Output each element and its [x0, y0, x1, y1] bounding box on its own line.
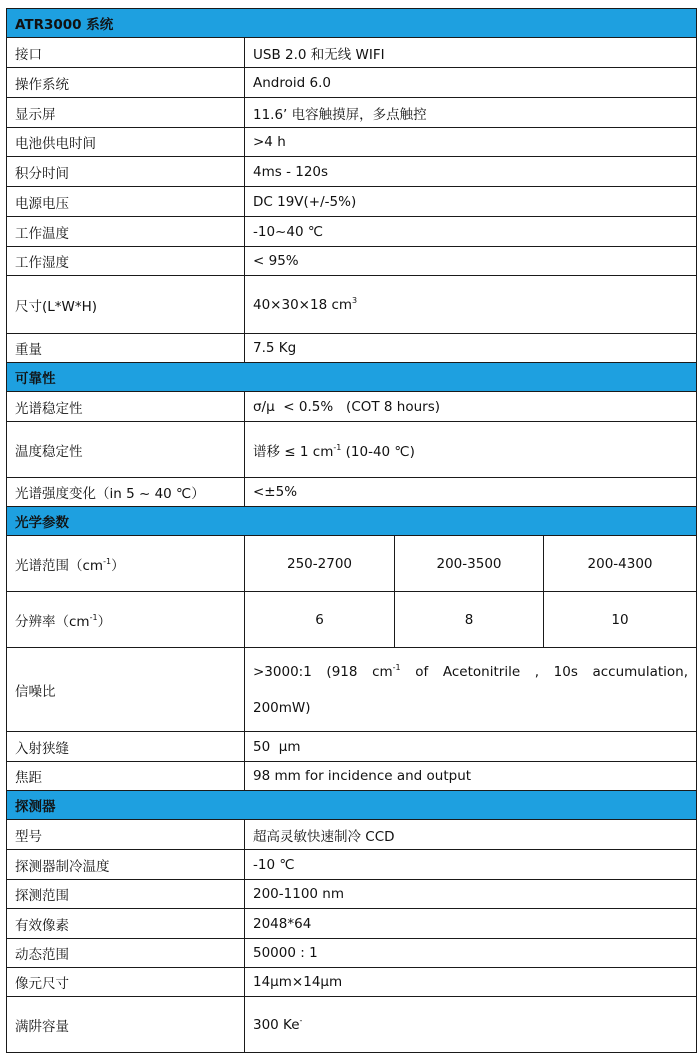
table-row [7, 939, 697, 968]
table-row [7, 187, 697, 217]
row-value: <±5% [245, 478, 697, 507]
row-label: 有效像素 [7, 909, 245, 939]
row-value: 11.6’ 电容触摸屏，多点触控 [245, 98, 697, 128]
row-label: 电池供电时间 [7, 128, 245, 157]
row-label: 工作温度 [7, 217, 245, 247]
row-value: USB 2.0 和无线 WIFI [245, 38, 697, 68]
row-label: 满阱容量 [7, 997, 245, 1053]
value-text: (10-40 ℃) [341, 443, 415, 460]
row-value: < 95% [245, 247, 697, 276]
table-row [7, 997, 697, 1053]
row-label: 显示屏 [7, 98, 245, 128]
row-label [7, 536, 245, 592]
row-value [245, 422, 697, 478]
row-label: 动态范围 [7, 939, 245, 968]
row-label: 积分时间 [7, 157, 245, 187]
row-value: 超高灵敏快速制冷 CCD [245, 820, 697, 850]
row-label: 信噪比 [7, 648, 245, 732]
row-value: 14μm×14μm [245, 968, 697, 997]
superscript: -1 [89, 612, 98, 622]
table-row [7, 392, 697, 422]
table-row [7, 592, 697, 648]
table-row [7, 38, 697, 68]
table-row [7, 422, 697, 478]
row-label: 操作系统 [7, 68, 245, 98]
table-row [7, 850, 697, 880]
spec-table [6, 8, 697, 1053]
row-value: 98 mm for incidence and output [245, 762, 697, 791]
row-value: 200-1100 nm [245, 880, 697, 909]
row-label: 像元尺寸 [7, 968, 245, 997]
row-label: 光谱强度变化（in 5 ~ 40 ℃） [7, 478, 245, 507]
row-value: 50 μm [245, 732, 697, 762]
row-label [7, 592, 245, 648]
table-row [7, 247, 697, 276]
superscript: - [299, 1015, 303, 1025]
row-value: >4 h [245, 128, 697, 157]
row-value: DC 19V(+/-5%) [245, 187, 697, 217]
table-row [7, 68, 697, 98]
value-text: 谱移 ≤ 1 cm [253, 443, 334, 460]
row-value: 10 [544, 592, 697, 648]
section-title: 探测器 [7, 791, 697, 820]
table-row [7, 762, 697, 791]
row-label: 型号 [7, 820, 245, 850]
label-text: ） [97, 613, 112, 630]
row-value: -10 ℃ [245, 850, 697, 880]
section-title: ATR3000 系统 [7, 9, 697, 38]
table-row [7, 880, 697, 909]
table-row [7, 157, 697, 187]
row-label: 入射狭缝 [7, 732, 245, 762]
label-text: 分辨率（cm [15, 613, 90, 630]
section-header-reliability [7, 363, 697, 392]
table-row [7, 276, 697, 334]
table-row [7, 478, 697, 507]
row-label: 重量 [7, 334, 245, 363]
row-value: Android 6.0 [245, 68, 697, 98]
table-row [7, 968, 697, 997]
table-row [7, 648, 697, 732]
row-value [245, 997, 697, 1053]
row-value: 200-4300 [544, 536, 697, 592]
table-row [7, 732, 697, 762]
section-title: 光学参数 [7, 507, 697, 536]
superscript: -1 [392, 662, 401, 672]
value-text: >3000:1 (918 cm [253, 663, 393, 680]
superscript: -1 [103, 556, 112, 566]
row-value: 250-2700 [245, 536, 395, 592]
row-value: -10~40 ℃ [245, 217, 697, 247]
row-value: σ/μ < 0.5% (COT 8 hours) [245, 392, 697, 422]
row-label: 电源电压 [7, 187, 245, 217]
superscript: -1 [333, 442, 342, 452]
superscript: 3 [352, 295, 358, 305]
label-text: 光谱范围（cm [15, 557, 104, 574]
row-label: 工作湿度 [7, 247, 245, 276]
value-text: 40×30×18 cm [253, 296, 353, 313]
value-text: 300 Ke [253, 1016, 300, 1033]
value-text: of Acetonitrile , 10s accumulation, 200mW) [253, 663, 689, 716]
section-header-system [7, 9, 697, 38]
label-text: ） [111, 557, 125, 574]
row-value: 4ms - 120s [245, 157, 697, 187]
table-row [7, 98, 697, 128]
row-label: 探测范围 [7, 880, 245, 909]
row-value: 200-3500 [395, 536, 544, 592]
table-row [7, 820, 697, 850]
row-label: 温度稳定性 [7, 422, 245, 478]
section-header-detector [7, 791, 697, 820]
row-value: 6 [245, 592, 395, 648]
table-row [7, 909, 697, 939]
section-title: 可靠性 [7, 363, 697, 392]
table-row [7, 334, 697, 363]
section-header-optical [7, 507, 697, 536]
row-value: 7.5 Kg [245, 334, 697, 363]
table-row [7, 217, 697, 247]
row-label: 尺寸(L*W*H) [7, 276, 245, 334]
row-label: 探测器制冷温度 [7, 850, 245, 880]
row-label: 光谱稳定性 [7, 392, 245, 422]
row-label: 接口 [7, 38, 245, 68]
row-value [245, 648, 697, 732]
row-value: 50000 : 1 [245, 939, 697, 968]
row-value [245, 276, 697, 334]
table-row [7, 536, 697, 592]
row-value: 2048*64 [245, 909, 697, 939]
table-row [7, 128, 697, 157]
row-value: 8 [395, 592, 544, 648]
row-label: 焦距 [7, 762, 245, 791]
